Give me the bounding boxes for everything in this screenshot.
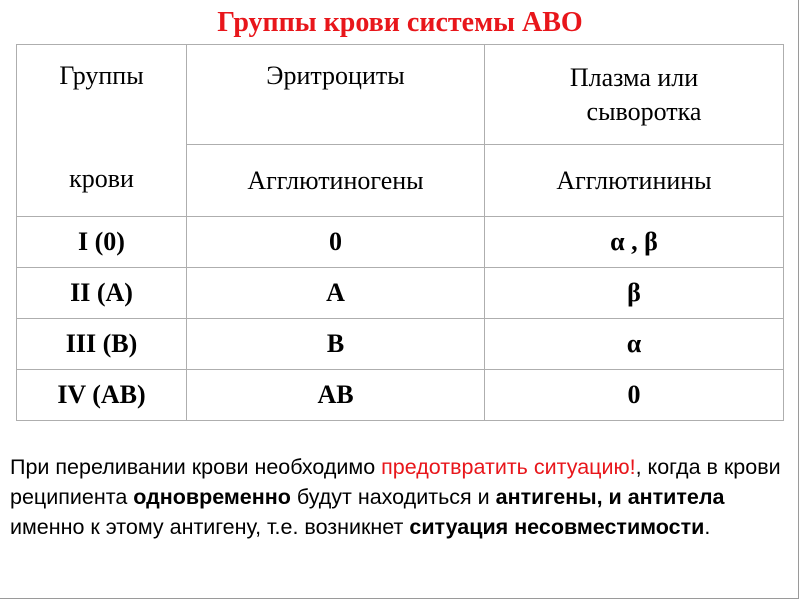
header-erythrocytes: Эритроциты xyxy=(187,45,485,145)
cell-agglutinogens: B xyxy=(187,319,485,370)
transfusion-note xyxy=(10,452,795,542)
note-text: будут находиться и xyxy=(290,485,496,509)
note-emphasis: ситуация несовместимости xyxy=(409,515,705,539)
header-blood-groups xyxy=(17,45,187,217)
cell-group: II (A) xyxy=(17,268,187,319)
table-row xyxy=(17,370,784,421)
note-text: . xyxy=(704,515,711,539)
note-warning: предотвратить ситуацию! xyxy=(381,455,636,479)
header-plasma-line1: Плазма или xyxy=(569,62,699,92)
abo-blood-group-table xyxy=(16,44,784,421)
header-groups-line2: крови xyxy=(69,164,134,193)
header-agglutinogens: Агглютиногены xyxy=(187,145,485,217)
note-text: именно к этому антигену, т.е. возникнет xyxy=(10,515,410,539)
table-row xyxy=(17,268,784,319)
header-plasma xyxy=(485,45,784,145)
cell-group: IV (AB) xyxy=(17,370,187,421)
table-row xyxy=(17,319,784,370)
header-groups-line1: Группы xyxy=(59,61,144,90)
cell-agglutinogens: A xyxy=(187,268,485,319)
note-emphasis: антигены, и антитела xyxy=(495,485,725,509)
note-emphasis: одновременно xyxy=(133,485,291,509)
cell-agglutinins: α , β xyxy=(485,217,784,268)
cell-agglutinogens: AB xyxy=(187,370,485,421)
cell-agglutinins: 0 xyxy=(485,370,784,421)
header-agglutinins: Агглютинины xyxy=(485,145,784,217)
cell-group: I (0) xyxy=(17,217,187,268)
cell-group: III (B) xyxy=(17,319,187,370)
cell-agglutinins: β xyxy=(485,268,784,319)
header-plasma-line2: сыворотка xyxy=(586,96,702,126)
table-row xyxy=(17,217,784,268)
slide-title: Группы крови системы АВО xyxy=(217,7,583,38)
cell-agglutinogens: 0 xyxy=(187,217,485,268)
cell-agglutinins: α xyxy=(485,319,784,370)
note-text: , когда в крови реципиента xyxy=(10,455,781,509)
note-text: При переливании крови необходимо xyxy=(10,455,382,479)
